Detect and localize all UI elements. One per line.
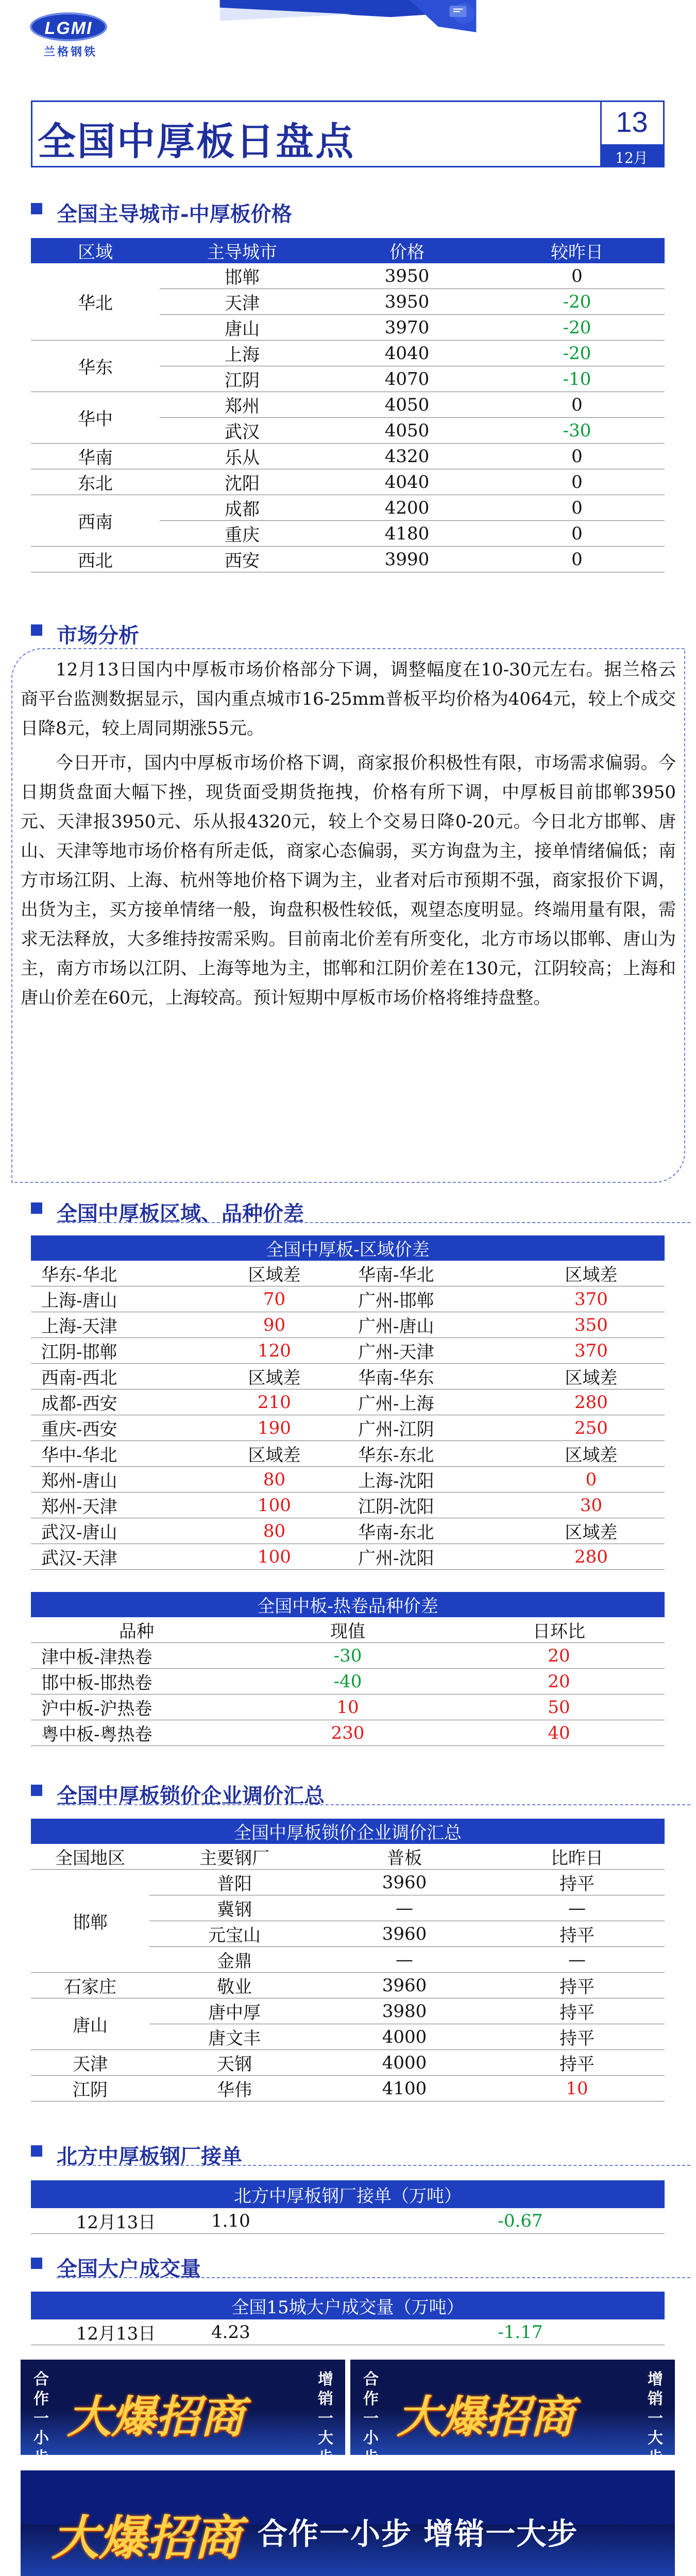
diff-value-cell: 70 [201,1286,348,1312]
region-pair-cell: 成都-西安 [31,1389,201,1415]
change-cell: 0 [489,495,665,521]
table-row [31,1286,665,1312]
diff-value-cell: 370 [518,1338,665,1364]
region-cell: 江阴 [31,2076,149,2102]
volume-change: -1.17 [376,2319,665,2345]
market-analysis [11,648,685,1183]
banner-side-text: 增销一大步 [318,2370,333,2467]
section-bullet-icon [31,2258,42,2269]
region-cell: 邯郸 [31,1870,149,1973]
diff-value-cell: 区域差 [518,1441,665,1467]
table-row [31,1467,665,1493]
change-cell: 持平 [489,1870,665,1895]
region-cell: 东北 [31,469,160,495]
table-row [31,495,665,521]
current-value-cell: 230 [242,1720,453,1746]
change-cell: 0 [489,469,665,495]
banner-side-text: 合作一小步 [363,2370,379,2467]
change-cell: 持平 [489,2024,665,2050]
region-pair-cell: 上海-唐山 [31,1286,201,1312]
section-divider [57,2277,690,2278]
table-row [31,1720,665,1746]
diff-value-cell: 区域差 [201,1441,348,1467]
region-cell: 唐山 [31,1998,149,2050]
region-pair-cell: 郑州-唐山 [31,1467,201,1493]
promo-banner-right[interactable] [350,2360,675,2467]
city-cell: 唐山 [160,315,325,341]
price-cell: 4040 [325,341,489,366]
diff-value-cell: 100 [201,1493,348,1518]
table-row [31,1338,665,1364]
price-cell: 4040 [325,469,489,495]
section-title: 全国中厚板区域、品种价差 [57,1201,304,1226]
table-row [31,1493,665,1518]
diff-value-cell: 280 [518,1544,665,1570]
table-title: 全国中厚板-区域价差 [31,1235,665,1261]
city-cell: 沈阳 [160,469,325,495]
banner-side-text: 增销一大步 [648,2370,663,2467]
date-month: 12月 [600,144,663,167]
table-row [31,1669,665,1694]
price-cell: 4200 [325,495,489,521]
col-header: 比昨日 [489,1844,665,1870]
mill-cell: 唐文丰 [149,2024,319,2050]
volume-value: 4.23 [201,2319,376,2345]
table-row [31,1998,665,2024]
banner-slogan: 合作一小步 增销一大步 [258,2516,579,2551]
mill-cell: 元宝山 [149,1921,319,1947]
orders-date: 12月13日 [31,2208,201,2234]
page-title: 全国中厚板日盘点 [38,120,355,164]
table-row [31,2076,665,2102]
change-cell: -20 [489,341,665,366]
change-cell: 0 [489,444,665,469]
region-pair-cell: 重庆-西安 [31,1415,201,1441]
region-pair-cell: 华东-东北 [348,1441,518,1467]
change-cell: — [489,1895,665,1921]
change-cell: 持平 [489,1998,665,2024]
region-pair-cell: 武汉-天津 [31,1544,201,1570]
col-header: 品种 [31,1617,242,1643]
change-cell: -30 [489,418,665,444]
volume-date: 12月13日 [31,2319,201,2345]
col-header: 日环比 [453,1617,665,1643]
diff-value-cell: 90 [201,1312,348,1338]
section-divider [57,1804,690,1805]
price-cell: 4320 [325,444,489,469]
region-cell: 天津 [31,2050,149,2076]
analysis-paragraph: 12月13日国内中厚板市场价格部分下调，调整幅度在10-30元左右。据兰格云商平台监测数据显示，国内重点城市16-25mm普板平均价格为4064元，较上个成交日降8元，较上周同期涨55元。 [21,659,676,739]
col-header: 价格 [325,238,489,263]
region-cell: 华中 [31,392,160,444]
logo-subtitle: 兰格钢铁 [43,45,97,59]
variety-cell: 沪中板-沪热卷 [31,1694,242,1720]
day-change-cell: 50 [453,1694,665,1720]
diff-value-cell: 370 [518,1286,665,1312]
city-cell: 邯郸 [160,263,325,289]
mill-cell: 天钢 [149,2050,319,2076]
region-pair-cell: 华南-华东 [348,1364,518,1389]
city-cell: 天津 [160,289,325,315]
price-cell: 4050 [325,418,489,444]
orders-change: -0.67 [376,2208,665,2234]
table-row [31,1441,665,1467]
promo-banner-left[interactable] [21,2360,345,2467]
section-bullet-icon [31,1785,42,1796]
mill-cell: 敬业 [149,1973,319,1998]
col-header: 较昨日 [489,238,665,263]
day-change-cell: 40 [453,1720,665,1746]
variety-cell: 邯中板-邯热卷 [31,1669,242,1694]
price-cell: 4000 [319,2050,489,2076]
region-cell: 华北 [31,263,160,341]
region-pair-cell: 广州-沈阳 [348,1544,518,1570]
diff-value-cell: 80 [201,1467,348,1493]
change-cell: -20 [489,315,665,341]
promo-banner-wide[interactable] [21,2470,675,2576]
region-pair-cell: 华南-华北 [348,1261,518,1286]
banner-headline: 大爆招商 [67,2393,244,2442]
region-pair-cell: 华东-华北 [31,1261,201,1286]
logo-text: LGMI [44,19,93,38]
region-cell: 西北 [31,547,160,572]
change-cell: 持平 [489,1921,665,1947]
section-bullet-icon [31,2145,42,2157]
table-row [31,1973,665,1998]
diff-value-cell: 190 [201,1415,348,1441]
city-cell: 西安 [160,547,325,572]
diff-value-cell: 120 [201,1338,348,1364]
change-cell: 10 [489,2076,665,2102]
analysis-paragraph: 今日开市，国内中厚板市场价格下调，商家报价积极性有限，市场需求偏弱。今日期货盘面大幅下挫，现货面受期货拖拽，价格有所下调，中厚板目前邯郸3950元、天津报3950元、乐从报4320元，较上个交易日降0-20元。今日北方邯郸、唐山、天津等地市场价格有所走低，商家心态偏弱，买方询盘为主，接单情绪偏低；南方市场江阴、上海、杭州等地价格下调为主，业者对后市预期不强，商家报价下调，出货为主，买方接单情绪一般，询盘积极性较低，观望态度明显。终端用量有限，需求无法释放，大多维持按需采购。目前南北价差有所变化，北方市场以邯郸、唐山为主，南方市场以江阴、上海等地为主，邯郸和江阴价差在130元，江阴较高；上海和唐山价差在60元，上海较高。预计短期中厚板市场价格将维持盘整。 [21,753,676,1008]
price-cell: 3950 [325,289,489,315]
region-cell: 华南 [31,444,160,469]
change-cell: 0 [489,263,665,289]
region-pair-cell: 西南-西北 [31,1364,201,1389]
section-title: 全国大户成交量 [57,2257,201,2281]
mill-cell: 冀钢 [149,1895,319,1921]
price-cell: 4100 [319,2076,489,2102]
banner-headline: 大爆招商 [52,2512,242,2565]
city-price-table [31,238,665,572]
region-pair-cell: 郑州-天津 [31,1493,201,1518]
mill-cell: 普阳 [149,1870,319,1895]
region-cell: 西南 [31,495,160,547]
table-row [31,1870,665,1895]
city-cell: 郑州 [160,392,325,418]
change-cell: -10 [489,366,665,392]
table-row [31,547,665,572]
variety-cell: 津中板-津热卷 [31,1643,242,1669]
price-cell: 3960 [319,1973,489,1998]
volume-table [31,2292,665,2345]
region-pair-cell: 上海-天津 [31,1312,201,1338]
mill-cell: 华伟 [149,2076,319,2102]
price-cell: 3980 [319,1998,489,2024]
section-bullet-icon [31,203,42,214]
city-cell: 重庆 [160,521,325,547]
section-divider [57,2165,690,2166]
change-cell: — [489,1947,665,1973]
banner-side-text: 合作一小步 [33,2370,49,2467]
table-row [31,1415,665,1441]
current-value-cell: 10 [242,1694,453,1720]
section-divider [57,1222,690,1223]
section-bullet-icon [31,1202,42,1214]
city-cell: 上海 [160,341,325,366]
orders-table [31,2180,665,2234]
current-value-cell: -40 [242,1669,453,1694]
table-row [31,1694,665,1720]
table-row [31,469,665,495]
col-header: 现值 [242,1617,453,1643]
diff-value-cell: 0 [518,1467,665,1493]
city-cell: 武汉 [160,418,325,444]
table-title: 全国中厚板锁价企业调价汇总 [31,1819,665,1844]
city-cell: 成都 [160,495,325,521]
logo [30,12,107,59]
diff-value-cell: 区域差 [518,1364,665,1389]
change-cell: 0 [489,547,665,572]
header [0,0,696,170]
section-bullet-icon [31,624,42,636]
diff-value-cell: 100 [201,1544,348,1570]
region-pair-cell: 广州-天津 [348,1338,518,1364]
date-day: 13 [600,102,662,144]
price-cell: 4050 [325,392,489,418]
day-change-cell: 20 [453,1669,665,1694]
mill-cell: 金鼎 [149,1947,319,1973]
section-title: 市场分析 [57,623,139,648]
city-cell: 乐从 [160,444,325,469]
change-cell: 0 [489,392,665,418]
col-header: 主导城市 [160,238,325,263]
diff-value-cell: 350 [518,1312,665,1338]
day-change-cell: 20 [453,1643,665,1669]
region-pair-cell: 华南-东北 [348,1518,518,1544]
change-cell: 持平 [489,2050,665,2076]
diff-value-cell: 30 [518,1493,665,1518]
col-header: 区域 [31,238,160,263]
section-title: 全国中厚板锁价企业调价汇总 [57,1784,325,1808]
table-row [31,1643,665,1669]
table-title: 全国15城大户成交量（万吨） [31,2292,665,2319]
table-row [31,1389,665,1415]
region-pair-cell: 江阴-邯郸 [31,1338,201,1364]
region-pair-cell: 华中-华北 [31,1441,201,1467]
price-cell: — [319,1947,489,1973]
region-pair-cell: 武汉-唐山 [31,1518,201,1544]
region-pair-cell: 广州-江阴 [348,1415,518,1441]
diff-value-cell: 210 [201,1389,348,1415]
price-cell: — [319,1895,489,1921]
diff-value-cell: 区域差 [201,1261,348,1286]
region-pair-cell: 广州-上海 [348,1389,518,1415]
region-pair-cell: 江阴-沈阳 [348,1493,518,1518]
table-row [31,1518,665,1544]
table-row [31,1364,665,1389]
table-row [31,1544,665,1570]
orders-value: 1.10 [201,2208,376,2234]
price-cell: 3970 [325,315,489,341]
change-cell: 0 [489,521,665,547]
region-cell: 石家庄 [31,1973,149,1998]
region-pair-cell: 广州-唐山 [348,1312,518,1338]
table-row [31,263,665,289]
current-value-cell: -30 [242,1643,453,1669]
diff-value-cell: 区域差 [518,1261,665,1286]
table-title: 北方中厚板钢厂接单（万吨） [31,2180,665,2208]
diff-value-cell: 80 [201,1518,348,1544]
variety-cell: 粤中板-粤热卷 [31,1720,242,1746]
section-title: 全国主导城市-中厚板价格 [57,202,292,226]
price-cell: 4000 [319,2024,489,2050]
region-cell: 华东 [31,341,160,392]
region-diff-table [31,1235,665,1570]
change-cell: 持平 [489,1973,665,1998]
col-header: 全国地区 [31,1844,149,1870]
region-pair-cell: 广州-邯郸 [348,1286,518,1312]
table-row [31,1312,665,1338]
table-row [31,2050,665,2076]
diff-value-cell: 280 [518,1389,665,1415]
price-cell: 3990 [325,547,489,572]
price-cell: 4070 [325,366,489,392]
price-cell: 3950 [325,263,489,289]
mill-price-table [31,1819,665,2102]
price-cell: 3960 [319,1870,489,1895]
banner-headline: 大爆招商 [397,2393,574,2442]
table-row [31,341,665,366]
table-row [31,444,665,469]
table-title: 全国中板-热卷品种价差 [31,1592,665,1617]
col-header: 普板 [319,1844,489,1870]
change-cell: -20 [489,289,665,315]
city-cell: 江阴 [160,366,325,392]
table-row [31,392,665,418]
price-cell: 3960 [319,1921,489,1947]
diff-value-cell: 区域差 [518,1518,665,1544]
region-pair-cell: 上海-沈阳 [348,1467,518,1493]
price-cell: 4180 [325,521,489,547]
variety-diff-table [31,1592,665,1746]
mill-cell: 唐中厚 [149,1998,319,2024]
table-row [31,1261,665,1286]
col-header: 主要钢厂 [149,1844,319,1870]
diff-value-cell: 250 [518,1415,665,1441]
title-box [31,100,665,167]
diff-value-cell: 区域差 [201,1364,348,1389]
section-title: 北方中厚板钢厂接单 [57,2144,242,2168]
